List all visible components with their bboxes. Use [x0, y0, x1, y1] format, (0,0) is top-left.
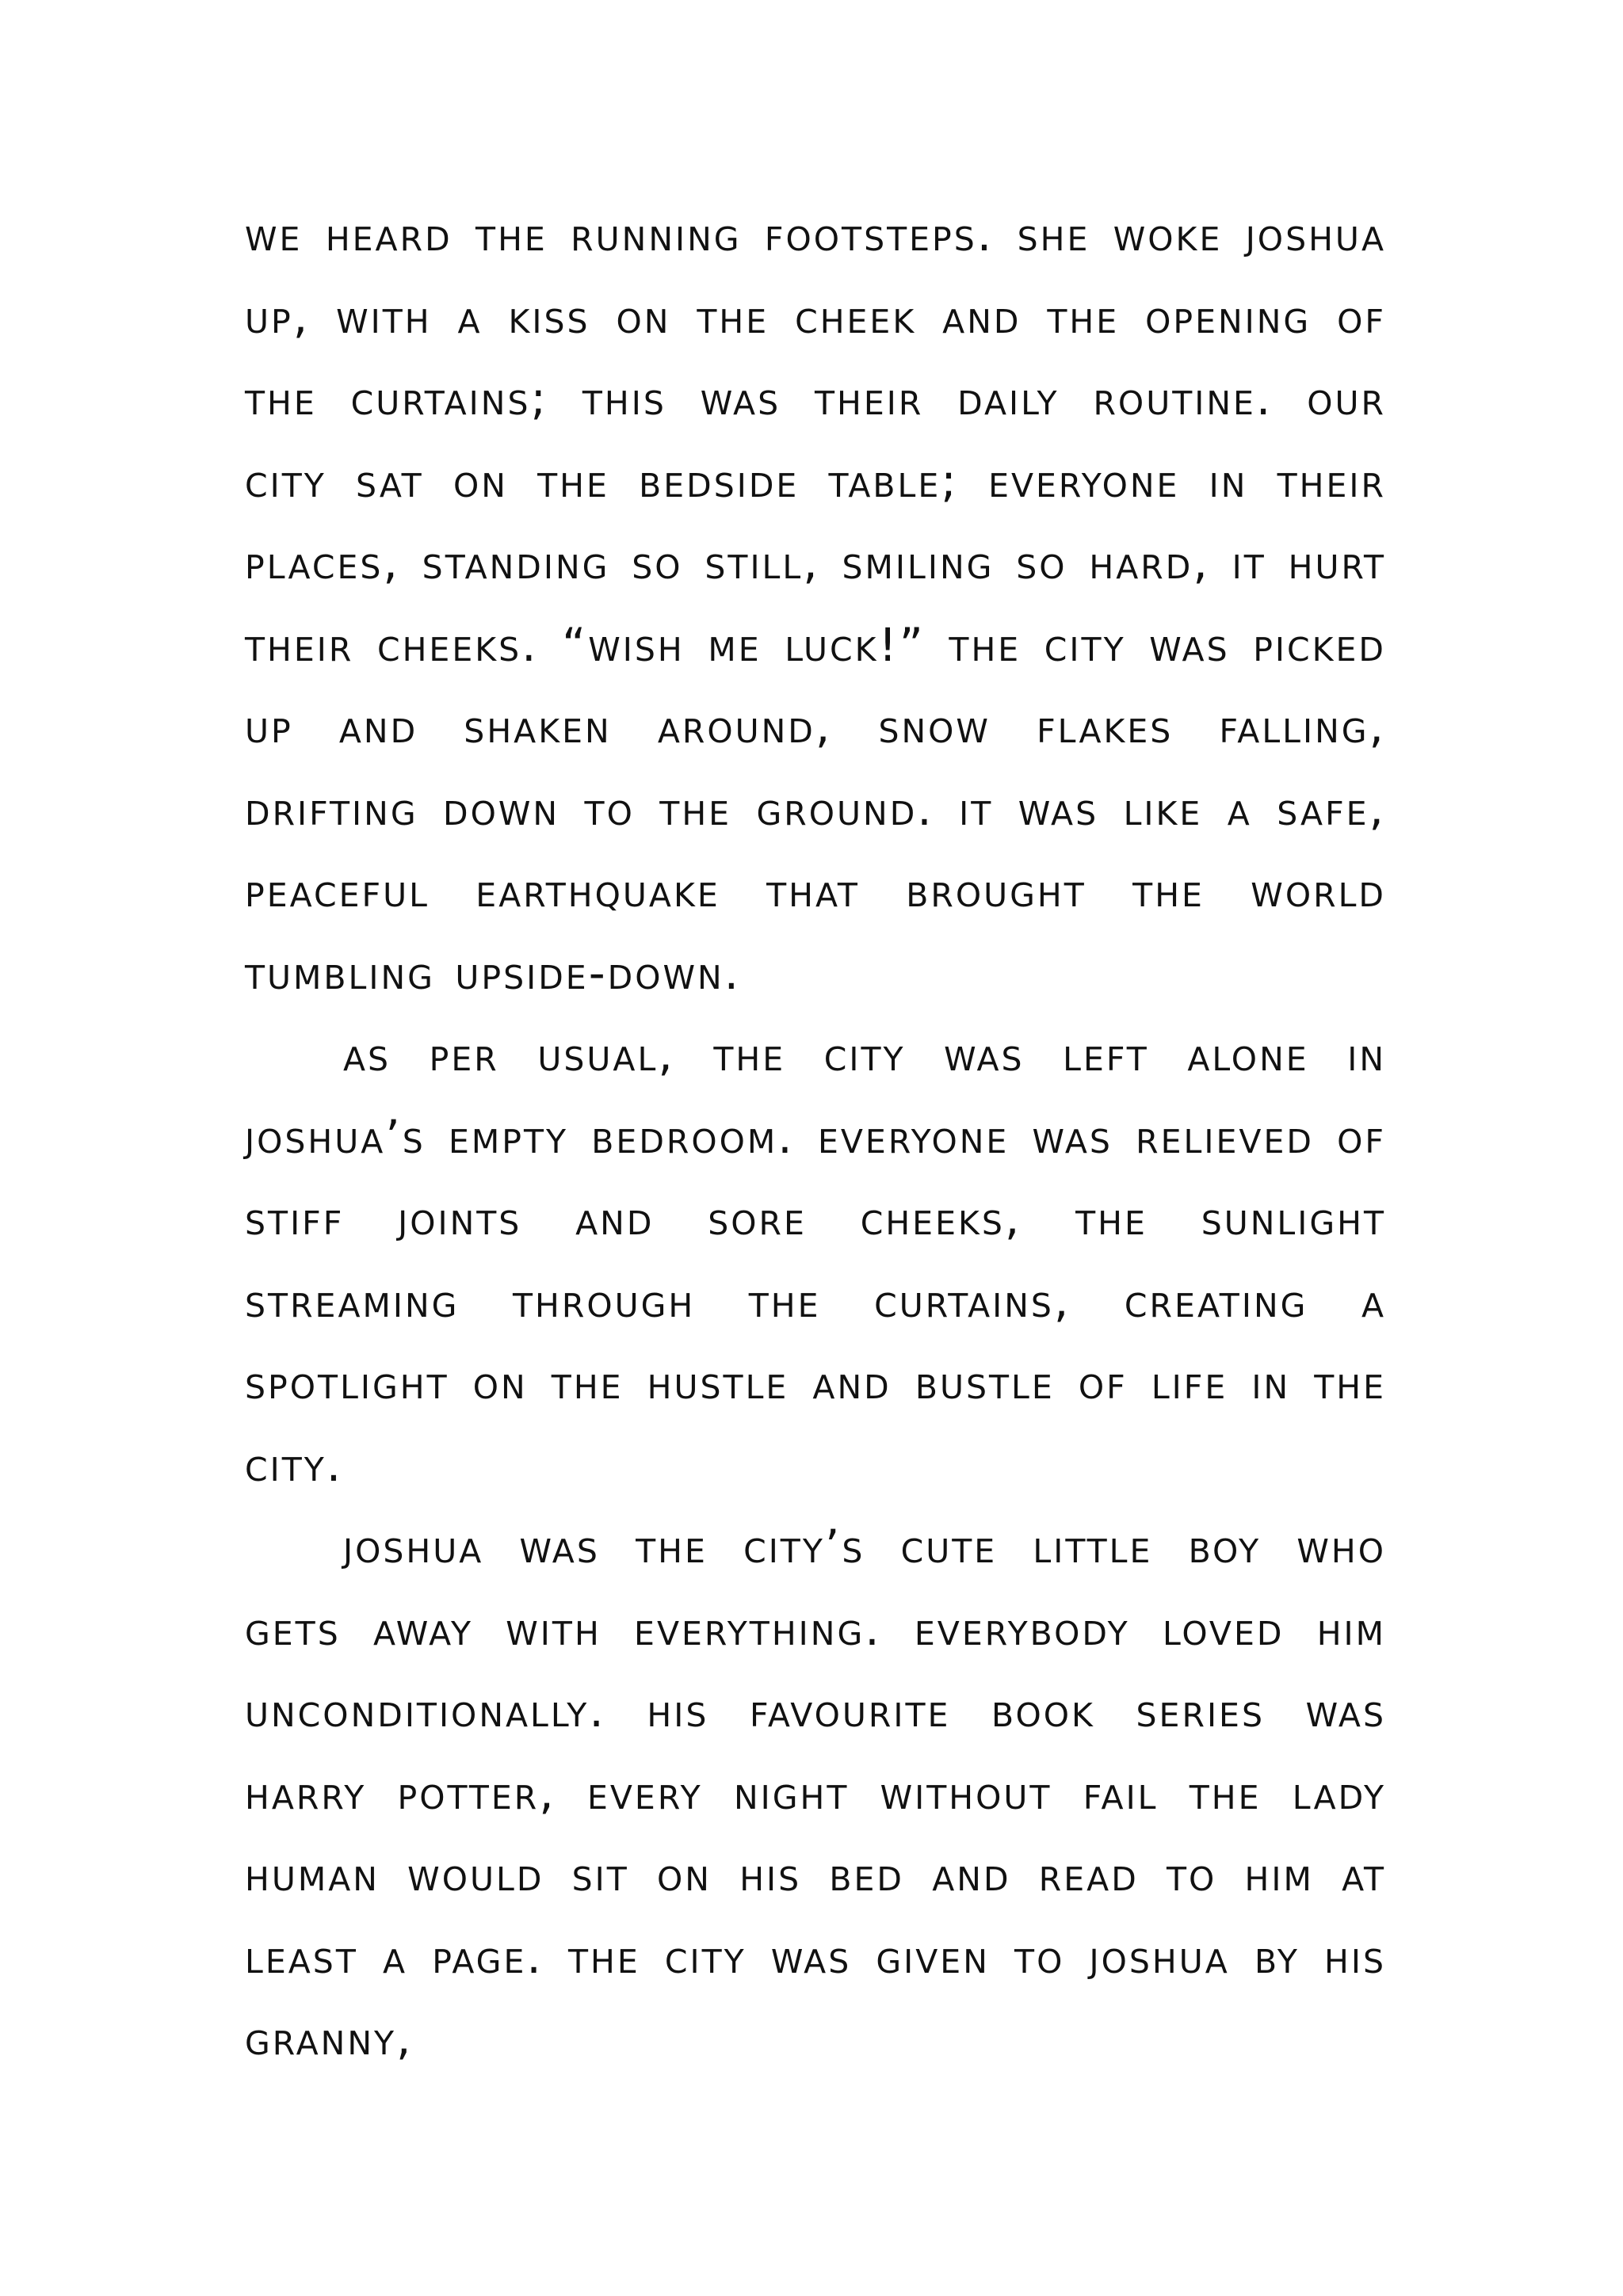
- paragraph-3: joshua was the city’s cute little boy who gets away with everything. everybody loved him unconditionally. his favourite book series was harry potter, every night without fail the lady human would sit on his bed and read to him at least a page. the city was given to joshua by his granny,: [245, 1520, 1386, 2065]
- paragraph-2: as per usual, the city was left alone in joshua’s empty bedroom. everyone was relieved of stiff joints and sore cheeks, the sunlight streaming through the curtains, creating a spotlight on the hustle and bustle of life in the city.: [245, 1028, 1386, 1492]
- paragraph-1: we heard the running footsteps. she woke joshua up, with a kiss on the cheek and the opening of the curtains; this was their daily routine. our city sat on the bedside table; everyone in their places, standing so still, smiling so hard, it hurt their cheeks. “wish me luck!” the city was picked up and shaken around, snow flakes falling, drifting down to the ground. it was like a safe, peaceful earthquake that brought the world tumbling upside-down.: [245, 208, 1386, 1000]
- body-text: [245, 194, 1386, 2081]
